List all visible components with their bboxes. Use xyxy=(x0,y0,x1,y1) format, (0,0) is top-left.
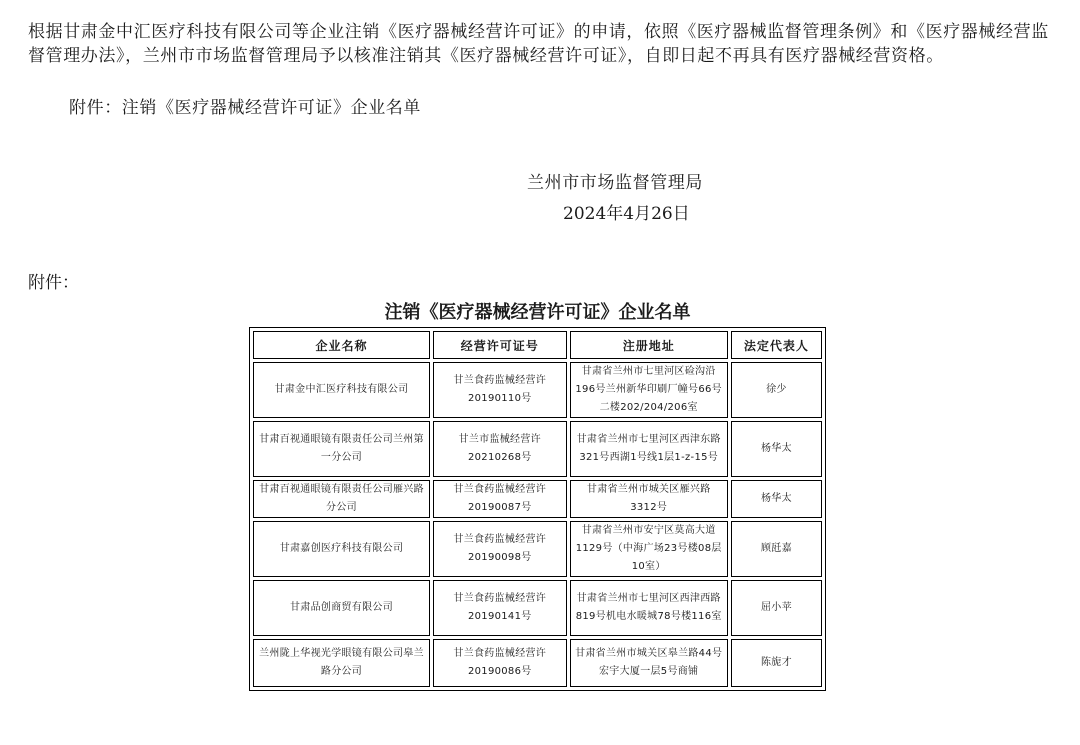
table-row xyxy=(253,480,822,518)
header-license-number: 经营许可证号 xyxy=(433,331,567,359)
table-row xyxy=(253,580,822,636)
cell-legal-representative: 杨华太 xyxy=(731,421,822,477)
cell-enterprise-name: 甘肃品创商贸有限公司 xyxy=(253,580,430,636)
cell-registered-address: 甘肃省兰州市城关区雁兴路3312号 xyxy=(570,480,728,518)
cell-legal-representative: 陈旎才 xyxy=(731,639,822,687)
table-header-row xyxy=(253,331,822,359)
table-row xyxy=(253,639,822,687)
cell-legal-representative: 顾瓩嘉 xyxy=(731,521,822,577)
cell-legal-representative: 屈小苹 xyxy=(731,580,822,636)
cell-license-number: 甘兰食药监械经营许20190141号 xyxy=(433,580,567,636)
cell-registered-address: 甘肃省兰州市七里河区硷沟沿196号兰州新华印刷厂幢号66号二楼202/204/206室 xyxy=(570,362,728,418)
cell-registered-address: 甘肃省兰州市城关区皋兰路44号宏宇大厦一层5号商铺 xyxy=(570,639,728,687)
table-row xyxy=(253,521,822,577)
header-enterprise-name: 企业名称 xyxy=(253,331,430,359)
header-registered-address: 注册地址 xyxy=(570,331,728,359)
cell-enterprise-name: 甘肃百视通眼镜有限责任公司兰州第一分公司 xyxy=(253,421,430,477)
issuer-name: 兰州市市场监督管理局 xyxy=(527,173,703,193)
table-row xyxy=(253,421,822,477)
notice-paragraph: 根据甘肃金中汇医疗科技有限公司等企业注销《医疗器械经营许可证》的申请，依照《医疗器械监督管理条例》和《医疗器械经营监督管理办法》，兰州市市场监督管理局予以核准注销其《医疗器械经营许可证》，自即日起不再具有医疗器械经营资格。 xyxy=(28,22,1049,66)
cell-enterprise-name: 甘肃金中汇医疗科技有限公司 xyxy=(253,362,430,418)
attachment-line: 附件：注销《医疗器械经营许可证》企业名单 xyxy=(69,98,421,118)
cell-license-number: 甘兰食药监械经营许20190110号 xyxy=(433,362,567,418)
cell-enterprise-name: 兰州陇上华视光学眼镜有限公司皋兰路分公司 xyxy=(253,639,430,687)
cell-license-number: 甘兰市监械经营许20210268号 xyxy=(433,421,567,477)
deregistered-enterprise-table xyxy=(249,327,826,691)
cell-legal-representative: 徐少 xyxy=(731,362,822,418)
cell-enterprise-name: 甘肃嘉创医疗科技有限公司 xyxy=(253,521,430,577)
attachment-label: 附件： xyxy=(28,273,79,293)
issue-date: 2024年4月26日 xyxy=(563,204,690,224)
table-row xyxy=(253,362,822,418)
header-legal-representative: 法定代表人 xyxy=(731,331,822,359)
cell-registered-address: 甘肃省兰州市七里河区西津东路321号西湖1号线1层1-z-15号 xyxy=(570,421,728,477)
cell-legal-representative: 杨华太 xyxy=(731,480,822,518)
cell-registered-address: 甘肃省兰州市七里河区西津西路819号机电水暖城78号楼116室 xyxy=(570,580,728,636)
cell-registered-address: 甘肃省兰州市安宁区莫高大道1129号（中海广场23号楼08层10室） xyxy=(570,521,728,577)
cell-license-number: 甘兰食药监械经营许20190086号 xyxy=(433,639,567,687)
table-title: 注销《医疗器械经营许可证》企业名单 xyxy=(384,302,691,323)
cell-license-number: 甘兰食药监械经营许20190098号 xyxy=(433,521,567,577)
cell-license-number: 甘兰食药监械经营许20190087号 xyxy=(433,480,567,518)
cell-enterprise-name: 甘肃百视通眼镜有限责任公司雁兴路分公司 xyxy=(253,480,430,518)
